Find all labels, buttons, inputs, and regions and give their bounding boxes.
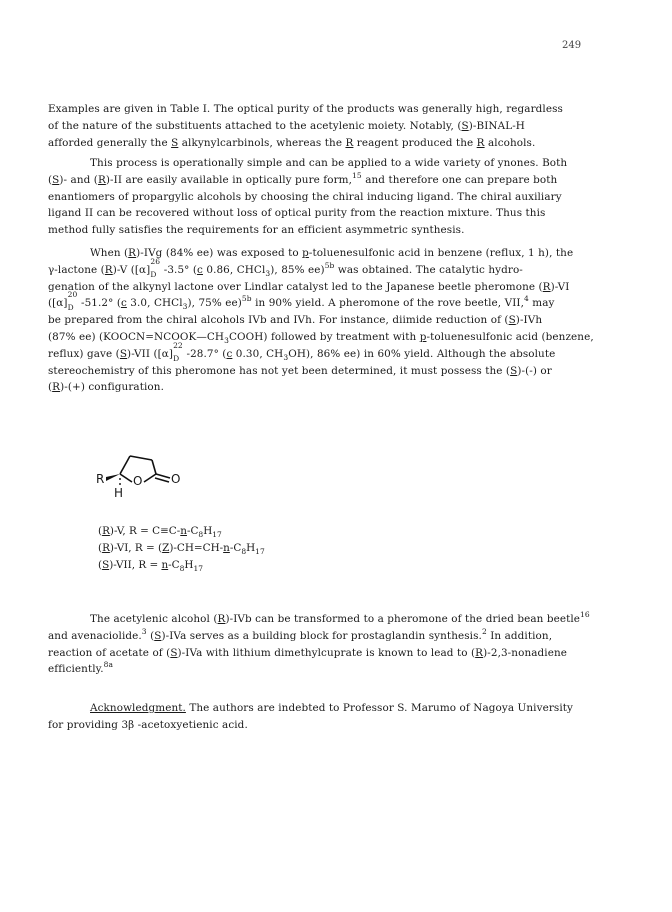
paragraph-1 — [48, 101, 616, 151]
text-line: afforded generally the S alkynylcarbinols, whereas the R reagent produced the R alcohols. — [48, 136, 536, 149]
text-line: (R)-(+) configuration. — [48, 381, 164, 394]
text-line: (S)- and (R)-II are easily available in optically pure form,$^{15}$ and therefore one can prepare both — [48, 170, 558, 186]
ring-bond — [152, 460, 156, 474]
text-line: for providing 3β -acetoxyetienic acid. — [48, 718, 248, 731]
paragraph-4 — [48, 611, 616, 678]
hydrogen-label: H — [114, 486, 124, 500]
text-line: The acetylenic alcohol (R)-IVb can be transformed to a pheromone of the dried bean beetle$^{16}$ — [90, 610, 590, 625]
acknowledgment-heading: Acknowledgment. — [90, 702, 186, 714]
compound-line: (R)-V, $R = C\equiv C-n-C_8H_{17}$ — [98, 525, 222, 539]
carbonyl-bond — [156, 474, 170, 478]
ring-bond — [120, 474, 132, 482]
page-number: 249 — [562, 40, 582, 51]
text-line: γ-lactone (R)-V ([α] 26 D -3.5° (c 0.86, CHCl$_3$), 85% ee)$^{5b}$ was obtained. The catalytic hydro- — [48, 256, 523, 279]
r-group-label: R — [96, 472, 105, 486]
acknowledgment — [48, 700, 616, 734]
text-line: efficiently.$^{8a}$ — [48, 660, 114, 676]
ring-oxygen-label: O — [133, 474, 143, 488]
text-line: of the nature of the substituents attached to the acetylenic moiety. Notably, (S)-BINAL-H — [48, 119, 525, 132]
ring-bond — [144, 474, 156, 482]
text-line: stereochemistry of this pheromone has not yet been determined, it must possess the (S)-(-) or — [48, 364, 552, 377]
paragraph-3 — [48, 245, 616, 396]
paragraph-2 — [48, 155, 616, 239]
text-line: Examples are given in Table I. The optical purity of the products was generally high, regardless — [48, 103, 563, 115]
text-line: and avenaciolide.$^3$ (S)-IVa serves as a building block for prostaglandin synthesis.$^2$ In addition, — [48, 626, 553, 642]
text-line: Acknowledgment. The authors are indebted to Professor S. Marumo of Nagoya University — [90, 702, 573, 714]
text-line: This process is operationally simple and can be applied to a wide variety of ynones. Both — [90, 157, 568, 169]
ring-bond — [130, 456, 152, 460]
wedge-bond — [106, 474, 120, 481]
text-line: (87% ee) $(KOOCN=NCOOK—CH_3COOH)$ followed by treatment with p-toluenesulfonic acid (benzene, — [48, 330, 594, 345]
text-line: reaction of acetate of (S)-IVa with lithium dimethylcuprate is known to lead to (R)-2,3-nonadiene — [48, 646, 567, 659]
carbonyl-oxygen-label: O — [171, 472, 181, 486]
text-line: enantiomers of propargylic alcohols by choosing the chiral inducing ligand. The chiral auxiliary — [48, 190, 562, 203]
ring-bond — [120, 456, 130, 474]
text-line: ([α] 20 D -51.2° (c 3.0, CHCl$_3$), 75% ee)$^{5b}$ in 90% yield. A pheromone of the rove beetle, VII,$^4$ may — [48, 290, 555, 313]
text-line: reflux) gave (S)-VII ([α] 22 D -28.7° (c 0.30, $CH_3OH$), 86% ee) in 60% yield. Although the absolute — [48, 340, 556, 363]
compound-legend — [98, 523, 265, 574]
text-line: When (R)-IVg (84% ee) was exposed to p-toluenesulfonic acid in benzene (reflux, 1 h), the — [90, 247, 574, 259]
text-line: ligand II can be recovered without loss of optical purity from the reaction mixture. Thus this — [48, 207, 546, 220]
compound-line: (R)-VI, $R = (Z)-CH=CH-n-C_8H_{17}$ — [98, 542, 265, 556]
text-line: method fully satisfies the requirements for an efficient asymmetric synthesis. — [48, 224, 465, 237]
lactone-structure — [96, 452, 216, 508]
carbonyl-bond — [155, 478, 169, 482]
compound-line: (S)-VII, $R = n-C_8H_{17}$ — [98, 559, 204, 573]
text-line: be prepared from the chiral alcohols IVb and IVh. For instance, diimide reduction of (S)-IVh — [48, 314, 543, 327]
text-line: genation of the alkynyl lactone over Lindlar catalyst led to the Japanese beetle pheromone (R)-VI — [48, 280, 570, 293]
